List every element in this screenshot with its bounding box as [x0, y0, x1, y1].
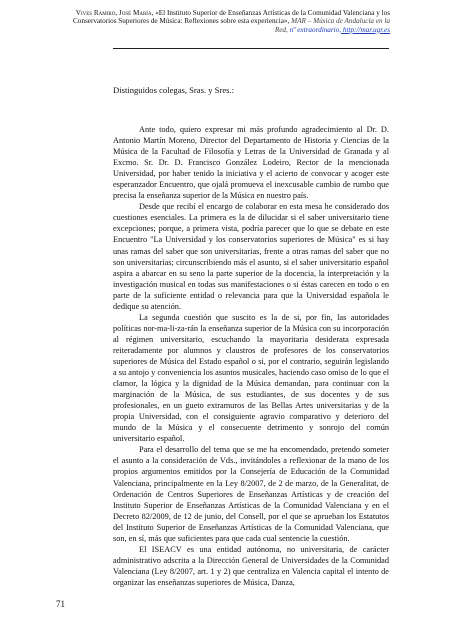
body-text: [113, 124, 389, 588]
citation-journal: MAR – Música de Andalucía en la Red,: [274, 17, 390, 34]
citation-issue: nº extraordinario,: [287, 25, 342, 34]
citation-header: [60, 9, 390, 34]
header-rule: [113, 48, 389, 49]
page-number: 71: [56, 599, 65, 609]
greeting: Distinguidos colegas, Sras. y Sres.:: [113, 85, 235, 95]
paragraph: Desde que recibí el encargo de colaborar en esta mesa he considerado dos cuestiones esenciales. La primera es la de dilucidar si el saber universitario tiene excepciones; porque, a primera vista, podría parecer que lo que se debate en este Encuentro "La Universidad y los conservatorios superiores de Música" es si hay unas ramas del saber que son universitarias, frente a otras ramas del saber que no son universitarias; circunscribiendo más el asunto, si el saber universitario español aspira a abarcar en su seno la parte superior de la docencia, la interpretación y la investigación musical en todas sus manifestaciones o si éstas carecen en todo o en parte de la suficiente entidad o relevancia para que la Universidad española le dedique su atención.: [113, 202, 389, 311]
citation-title: «El Instituto Superior de Enseñanzas Artísticas de la Comunidad Valenciana y los Conservatorios Superiores de Música: Reflexiones sobre esta experiencia»,: [72, 9, 390, 26]
paragraph: Para el desarrollo del tema que se me ha encomendado, pretendo someter el asunto a la consideración de Vds., invitándoles a reflexionar de la mano de los propios argumentos emitidos por la Consejería de Educación de la Comunidad Valenciana, principalmente en la Ley 8/2007, de 2 de marzo, de la Generalitat, de Ordenación de Centros Superiores de Enseñanzas Artísticas y de creación del Instituto Superior de Enseñanzas Artísticas de la Comunidad Valenciana y en el Decreto 82/2009, de 12 de junio, del Consell, por el que se aprueban los Estatutos del Instituto Superior de Enseñanzas Artísticas de la Comunidad Valenciana, que son, en sí, más que suficientes para que cada cual sentencie la cuestión.: [113, 445, 389, 543]
paragraph: La segunda cuestión que suscito es la de si, por fin, las autoridades políticas nor-ma-li-za-rán la enseñanza superior de la Música con su incorporación al régimen universitario, escuchando la mayoritaria desiderata expresada reiteradamente por alumnos y claustros de profesores de los conservatorios superiores de Música del Estado español o si, por el contrario, seguirán legislando a su antojo y conveniencia los asuntos musicales, haciendo caso omiso de lo que el clamor, la lógica y la dignidad de la Música demandan, para continuar con la marginación de la Música, de sus estudiantes, de sus docentes y de sus profesionales, en un gueto extramuros de las Bellas Artes universitarias y de la propia Universidad, con el consiguiente agravio comparativo y deterioro del mundo de la Música y el consecuente detrimento y sonrojo del común universitario español.: [113, 312, 389, 444]
citation-author: Vives Ramiro, José María,: [75, 9, 154, 17]
paragraph: Ante todo, quiero expresar mi más profundo agradecimiento al Dr. D. Antonio Martín Moreno, Director del Departamento de Historia y Ciencias de la Música de la Facultad de Filosofía y Letras de la Universidad de Granada y al Excmo. Sr. Dr. D. Francisco González Lodeiro, Rector de la mencionada Universidad, por haber tenido la iniciativa y el acierto de convocar y acoger este esperanzador Encuentro, que ojalá promueva el inexcusable cambio de rumbo que precisa la enseñanza superior de la Música en nuestro país.: [113, 125, 389, 201]
citation-link[interactable]: http://mar.ugr.es: [341, 25, 390, 34]
paragraph: El ISEACV es una entidad autónoma, no universitaria, de carácter administrativo adscrita a la Dirección General de Universidades de la Comunidad Valenciana (Ley 8/2007, art. 1 y 2) que centraliza en Valencia capital el intento de organizar las enseñanzas superiores de Música, Danza,: [113, 544, 389, 587]
